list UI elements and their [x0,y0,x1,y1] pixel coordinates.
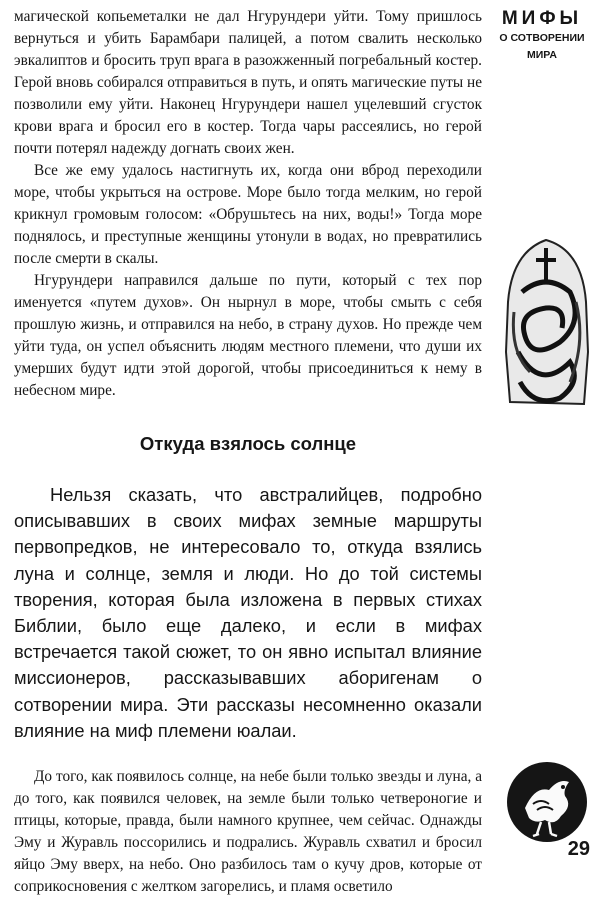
paragraph: До того, как появилось солнце, на небе были только звезды и луна, а до того, как появился человек, на земле были только четвероногие и птицы, которые, правда, были намного крупнее, чем сейчас. Однажды Эму и Журавль поссорились и подрались. Журавль схватил и бросил яйцо Эму вверх, на небо. Оно разбилось там о кучу дров, которые от соприкосновения с желтком загорелись, и пламя осветило [14,768,482,896]
running-header-title: МИФЫ [501,8,583,29]
section-title: Откуда взялось солнце [139,433,357,454]
running-header [492,8,592,64]
page-number: 29 [567,838,590,860]
intro-paragraph: Нельзя сказать, что австралийцев, подробно описывавших в своих мифах земные маршруты первопредков, не интересовало то, откуда взялись луна и солнце, земля и люди. Но до той системы творения, которая была изложена в первых стихах Библии, было еще далеко, и если в мифах встречается такой сюжет, то он явно испытал влияние миссионеров, рассказывавших аборигенам о сотворении мира. Эти рассказы несомненно оказали влияние на миф племени юалаи. [14,484,482,741]
main-text-column [14,6,482,898]
carved-runestone-icon [500,232,592,412]
running-header-subtitle: МИРА [527,49,557,61]
paragraph: магической копьеметалки не дал Нгурундери уйти. Тому пришлось вернуться и убить Барамбари палицей, а потом свалить несколько эвкалиптов и бросить труп врага в разожженный погребальный костер. Герой вновь собирался отправиться в путь, и опять магические путы не позволили ему уйти. Наконец Нгурундери нашел уцелевший сгусток крови врага и бросил его в костер. Тогда чары рассеялись, но герой почти потерял надежду догнать своих жен. [14,8,482,157]
bird-emblem-icon [505,760,589,844]
paragraph: Нгурундери направился дальше по пути, который с тех пор именуется «путем духов». Он нырнул в море, чтобы смыть с себя прошлую жизнь, и отправился на небо, в страну духов. Но прежде чем уйти туда, он успел объяснить людям местного племени, что души их умерших будут идти этой дорогой, чтобы присоединиться к нему в небесном мире. [14,272,482,399]
running-header-subtitle: О СОТВОРЕНИИ [499,32,585,44]
paragraph: Все же ему удалось настигнуть их, когда они вброд переходили море, чтобы укрыться на острове. Море было тогда мелким, но герой крикнул громовым голосом: «Обрушьтесь на них, воды!» Тогда море поднялось, и преступные женщины утонули в водах, но превратились после смерти в скалы. [14,162,482,267]
